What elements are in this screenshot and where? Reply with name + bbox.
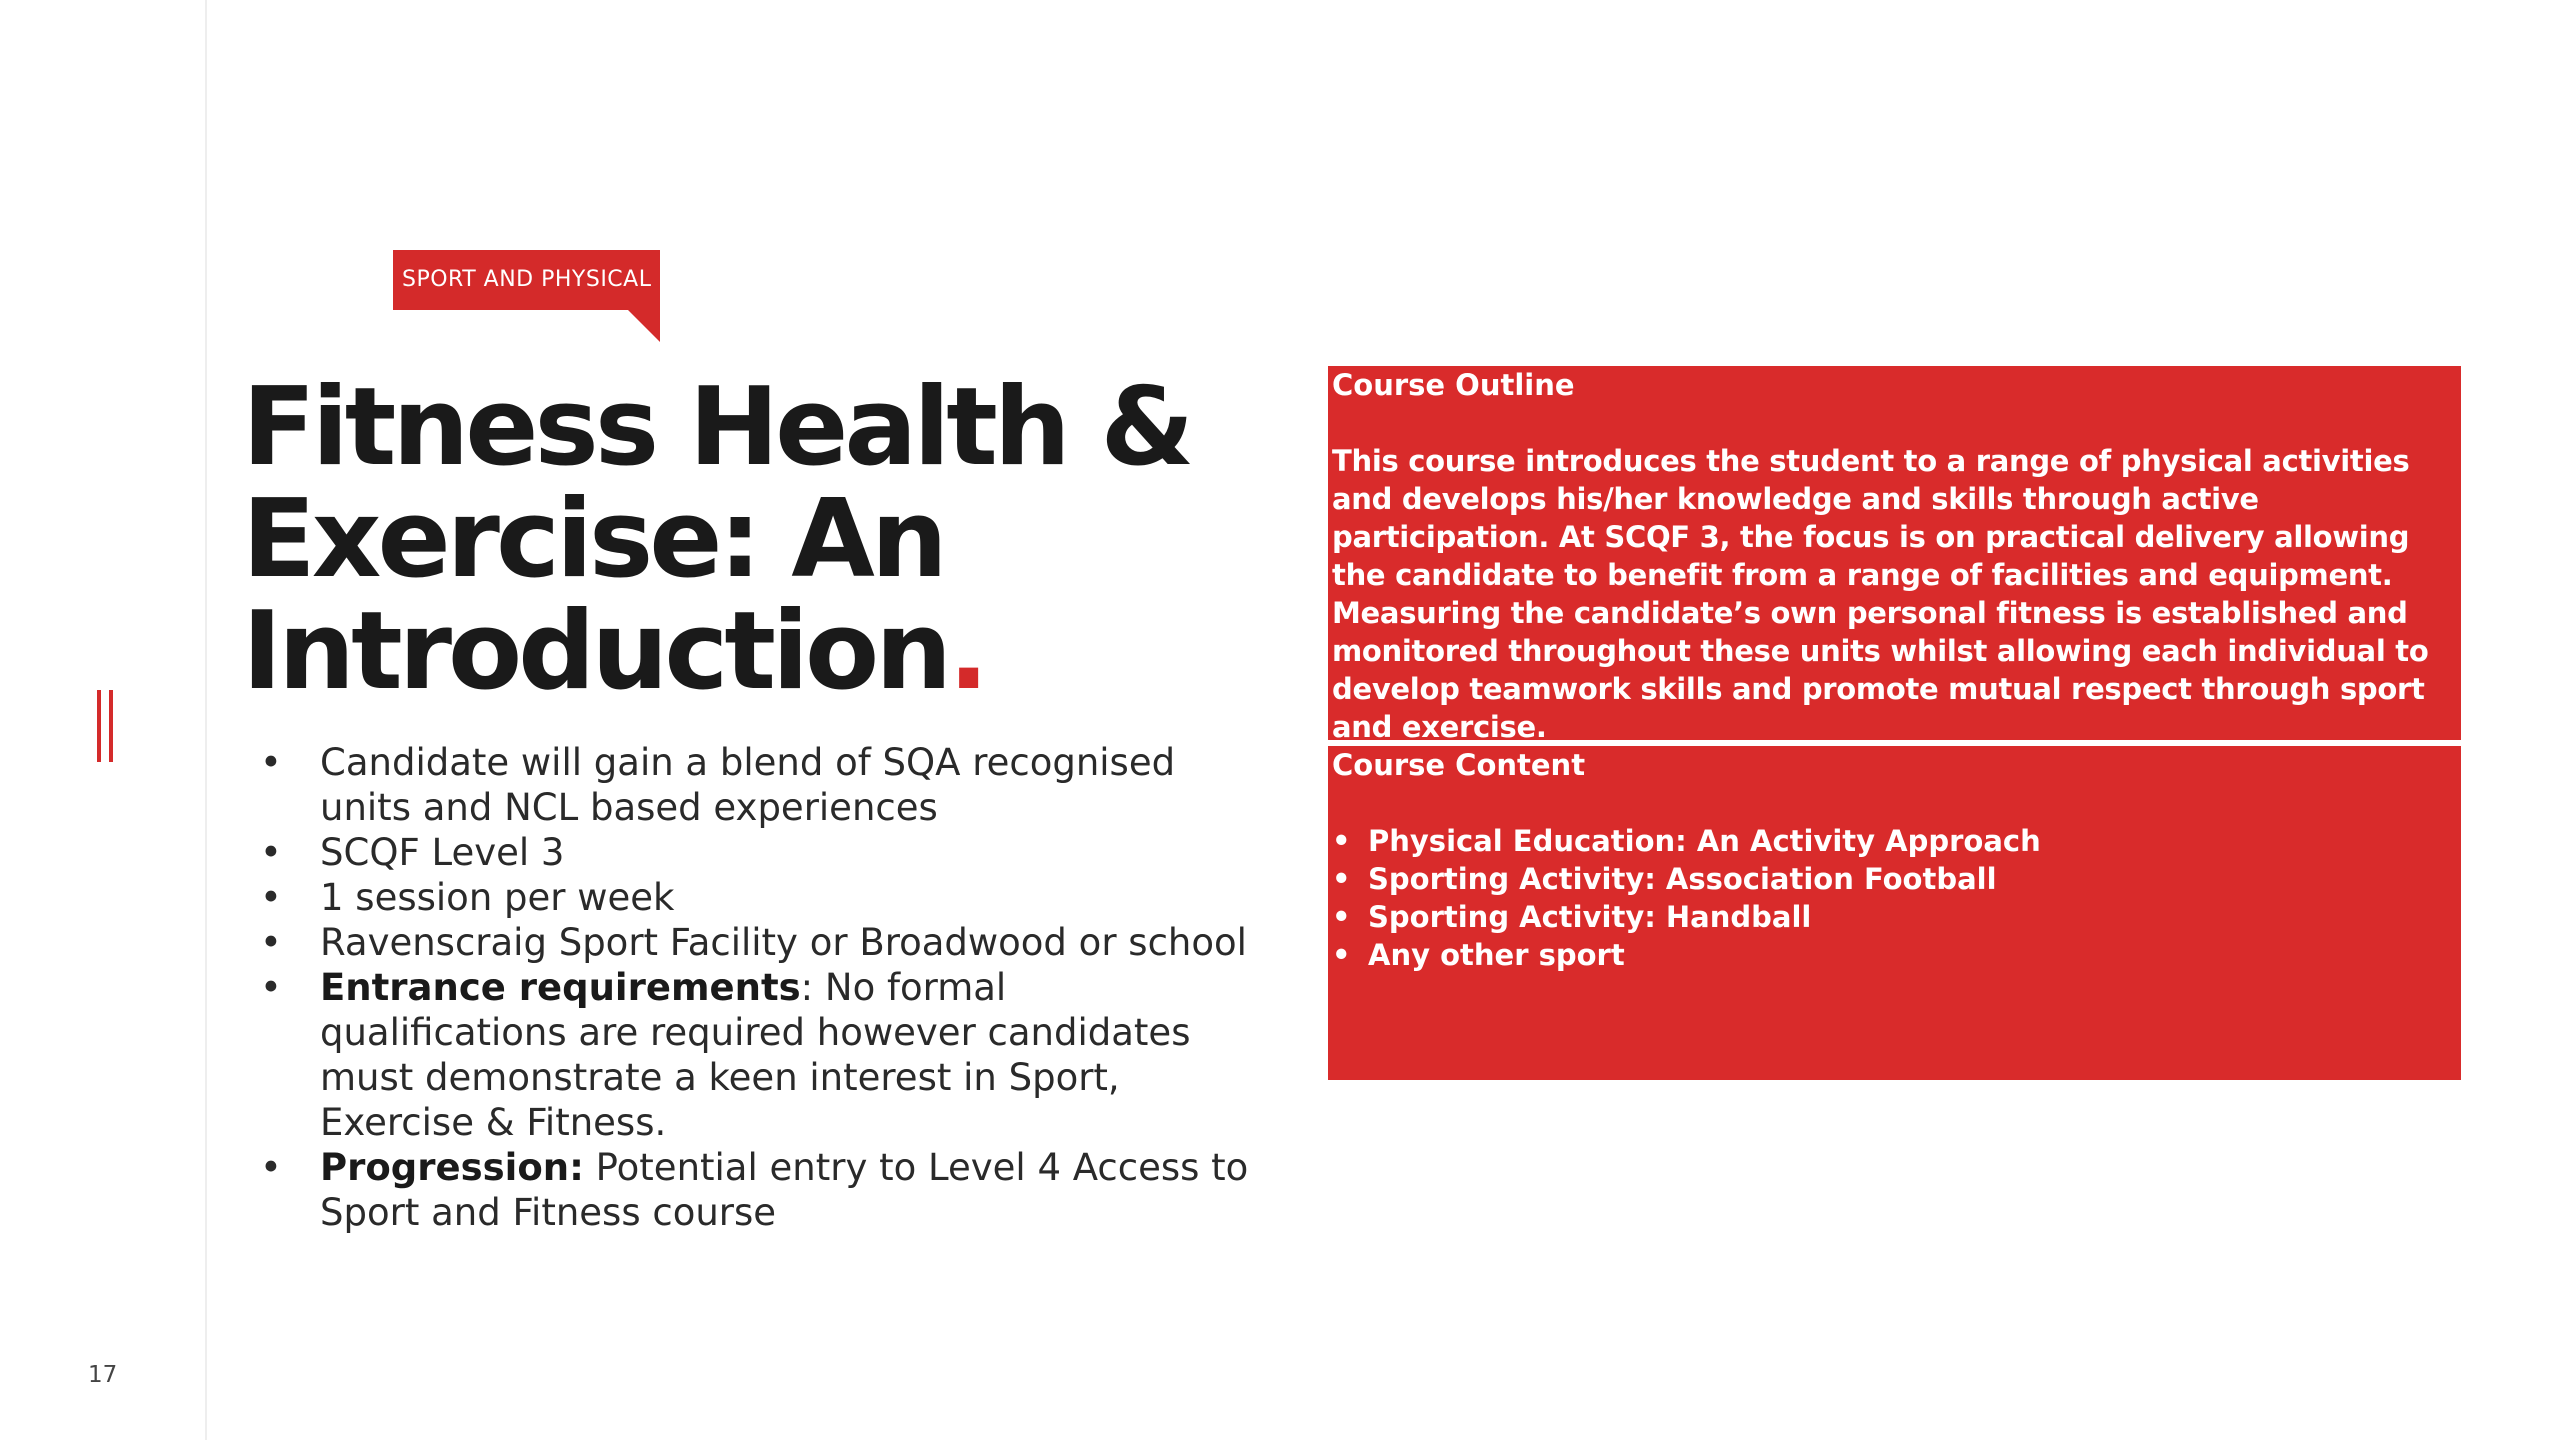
course-content-list bbox=[1332, 822, 2457, 974]
list-item bbox=[260, 965, 1260, 1145]
course-outline-box bbox=[1328, 366, 2461, 744]
course-content-item bbox=[1332, 860, 2457, 898]
list-item-text: Potential entry to Level 4 Access to Sport and Fitness course bbox=[320, 1146, 1249, 1234]
page-title-text: Fitness Health & Exercise: An Introduction bbox=[242, 365, 1191, 714]
bullet-icon: • bbox=[260, 966, 282, 1009]
list-item-bold: Entrance requirements bbox=[320, 966, 801, 1009]
list-item-text: Candidate will gain a blend of SQA recognised units and NCL based experiences bbox=[320, 741, 1176, 829]
list-item bbox=[260, 920, 1260, 965]
list-item-bold: Progression: bbox=[320, 1146, 584, 1189]
course-content-heading: Course Content bbox=[1332, 748, 1586, 782]
page-number: 17 bbox=[88, 1362, 118, 1388]
bullet-icon: • bbox=[1332, 824, 1351, 858]
page-title bbox=[242, 365, 1242, 714]
category-tag bbox=[393, 250, 660, 310]
list-item bbox=[260, 830, 1260, 875]
bullet-icon: • bbox=[1332, 938, 1351, 972]
list-item-text: : No formal qualifications are required however candidates must demonstrate a keen interest in Sport, Exercise & Fitness. bbox=[320, 966, 1191, 1144]
list-item-text: Ravenscraig Sport Facility or Broadwood or school bbox=[320, 921, 1247, 964]
course-content-item-text: Physical Education: An Activity Approach bbox=[1368, 824, 2041, 858]
bullet-icon: • bbox=[260, 876, 282, 919]
bullet-icon: • bbox=[1332, 900, 1351, 934]
list-item bbox=[260, 875, 1260, 920]
page-title-dot: . bbox=[948, 589, 990, 714]
bullet-icon: • bbox=[1332, 862, 1351, 896]
bullet-icon: • bbox=[260, 921, 282, 964]
course-content-item-text: Sporting Activity: Handball bbox=[1368, 900, 1812, 934]
course-content-item bbox=[1332, 936, 2457, 974]
left-margin-rule bbox=[205, 0, 207, 1440]
course-outline-spacer bbox=[1332, 404, 2457, 442]
category-tag-label: SPORT AND PHYSICAL bbox=[393, 250, 660, 310]
list-item-text: SCQF Level 3 bbox=[320, 831, 565, 874]
course-details-list bbox=[260, 740, 1260, 1235]
bullet-icon: • bbox=[260, 831, 282, 874]
course-content-item bbox=[1332, 898, 2457, 936]
category-tag-fold bbox=[628, 310, 660, 342]
course-outline-body: This course introduces the student to a range of physical activities and develops his/her knowledge and skills through active participation. At SCQF 3, the focus is on practical delivery allowing the candidate to benefit from a range of facilities and equipment. Measuring the candidate’s own personal fitness is established and monitored throughout these units whilst allowing each individual to develop teamwork skills and promote mutual respect through sport and exercise. bbox=[1332, 444, 2429, 744]
course-outline-heading: Course Outline bbox=[1332, 368, 1575, 402]
course-content-spacer bbox=[1332, 784, 2457, 822]
course-content-item-text: Any other sport bbox=[1368, 938, 1625, 972]
course-content-item bbox=[1332, 822, 2457, 860]
course-content-item-text: Sporting Activity: Association Football bbox=[1368, 862, 1997, 896]
course-content-box bbox=[1328, 746, 2461, 1080]
list-item bbox=[260, 1145, 1260, 1235]
bullet-icon: • bbox=[260, 1146, 282, 1189]
list-item-text: 1 session per week bbox=[320, 876, 675, 919]
list-item bbox=[260, 740, 1260, 830]
bullet-icon: • bbox=[260, 741, 282, 784]
side-accent-mark bbox=[97, 690, 113, 762]
